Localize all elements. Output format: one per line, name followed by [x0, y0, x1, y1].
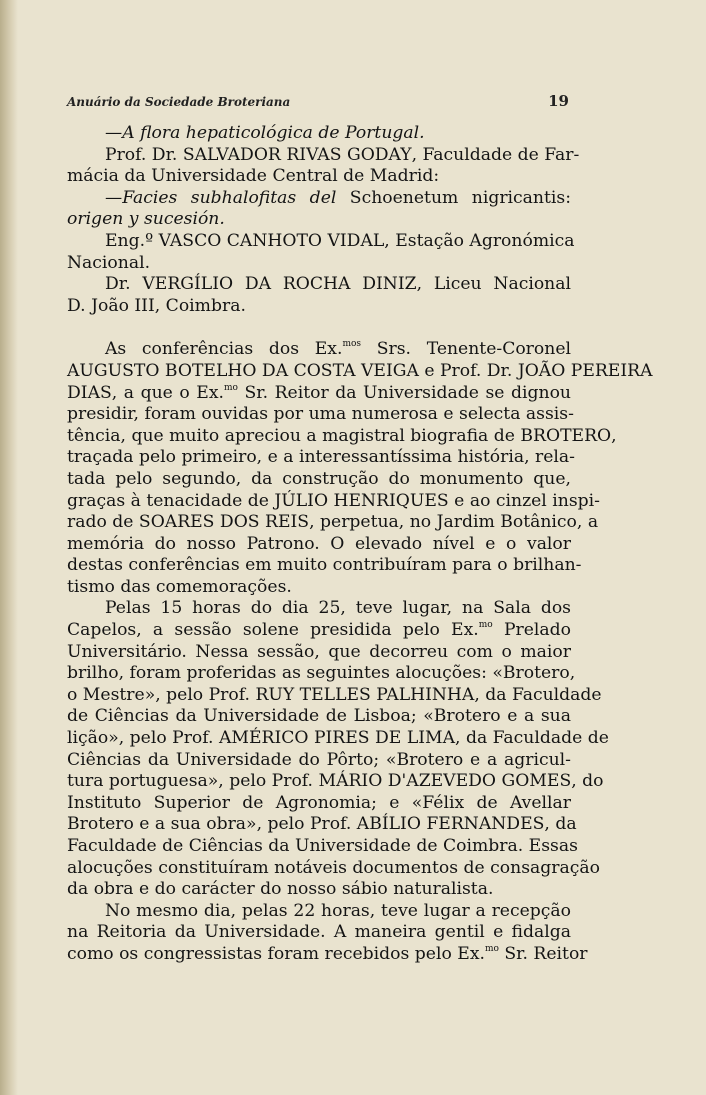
text-line: Ciências da Universidade do Pôrto; «Brotero e a agricul-	[67, 749, 571, 770]
text-line: origen y sucesión.	[67, 209, 225, 230]
text-line: o Mestre», pelo Prof. RUY TELLES PALHINHA, da Faculdade	[67, 684, 602, 705]
text-line: de Ciências da Universidade de Lisboa; «Brotero e a sua	[67, 706, 571, 727]
text-line: Eng.º VASCO CANHOTO VIDAL, Estação Agronómica	[105, 230, 575, 251]
text-line: D. João III, Coimbra.	[67, 295, 246, 316]
text-line: na Reitoria da Universidade. A maneira gentil e fidalga	[67, 922, 571, 943]
running-title: Anuário da Sociedade Broteriana	[67, 95, 291, 109]
text-line: Prof. Dr. SALVADOR RIVAS GODAY, Faculdade de Far-	[105, 144, 580, 165]
text-line: rado de SOARES DOS REIS, perpetua, no Jardim Botânico, a	[67, 512, 599, 533]
text-line: —A flora hepaticológica de Portugal.	[105, 123, 425, 143]
text-line: Universitário. Nessa sessão, que decorreu com o maior	[67, 641, 571, 662]
text-line: Capelos, a sessão solene presidida pelo Ex.$^{mo}$ Prelado	[67, 620, 571, 641]
text-line: Dr. VERGÍLIO DA ROCHA DINIZ, Liceu Nacional	[105, 274, 571, 295]
page-number: 19	[548, 92, 569, 110]
text-line: tura portuguesa», pelo Prof. MÁRIO D'AZEVEDO GOMES, do	[67, 771, 604, 792]
running-header	[67, 92, 569, 115]
text-line: AUGUSTO BOTELHO DA COSTA VEIGA e Prof. Dr. JOÃO PEREIRA	[67, 360, 653, 381]
text-line: da obra e do carácter do nosso sábio naturalista.	[67, 879, 494, 900]
text-line: mácia da Universidade Central de Madrid:	[67, 166, 440, 187]
text-line: traçada pelo primeiro, e a interessantíssima história, rela-	[67, 447, 575, 468]
text-line: tada pelo segundo, da construção do monumento que,	[67, 468, 571, 489]
text-line: lição», pelo Prof. AMÉRICO PIRES DE LIMA, da Faculdade de	[67, 728, 609, 749]
text-line: Brotero e a sua obra», pelo Prof. ABÍLIO FERNANDES, da	[67, 814, 577, 835]
text-line: No mesmo dia, pelas 22 horas, teve lugar a recepção	[105, 900, 571, 921]
text-line: brilho, foram proferidas as seguintes alocuções: «Brotero,	[67, 663, 576, 684]
text-line: As conferências dos Ex.$^{mos}$ Srs. Tenente-Coronel	[105, 339, 571, 360]
text-line: —Facies subhalofitas del Schoenetum nigricantis:	[105, 187, 571, 208]
page-body	[67, 123, 653, 966]
text-line: destas conferências em muito contribuíram para o brilhan-	[67, 555, 582, 576]
text-line: Instituto Superior de Agronomia; e «Félix de Avellar	[67, 792, 571, 813]
text-line: DIAS, a que o Ex.$^{mo}$ Sr. Reitor da Universidade se dignou	[67, 382, 572, 403]
text-line: Nacional.	[67, 252, 151, 273]
text-line: alocuções constituíram notáveis documentos de consagração	[67, 857, 600, 878]
text-line: como os congressistas foram recebidos pelo Ex.$^{mo}$ Sr. Reitor	[67, 943, 588, 964]
text-line: graças à tenacidade de JÚLIO HENRIQUES e ao cinzel inspi-	[67, 490, 600, 511]
text-line: presidir, foram ouvidas por uma numerosa e selecta assis-	[67, 404, 574, 425]
text-line: Pelas 15 horas do dia 25, teve lugar, na Sala dos	[105, 598, 571, 619]
text-line: memória do nosso Patrono. O elevado nível e o valor	[67, 533, 571, 554]
text-line: tência, que muito apreciou a magistral biografia de BROTERO,	[67, 425, 617, 446]
paragraph-gap	[67, 317, 571, 339]
book-binding-shadow	[0, 0, 18, 1095]
text-line: Faculdade de Ciências da Universidade de Coimbra. Essas	[67, 836, 578, 856]
text-line: tismo das comemorações.	[67, 576, 292, 597]
